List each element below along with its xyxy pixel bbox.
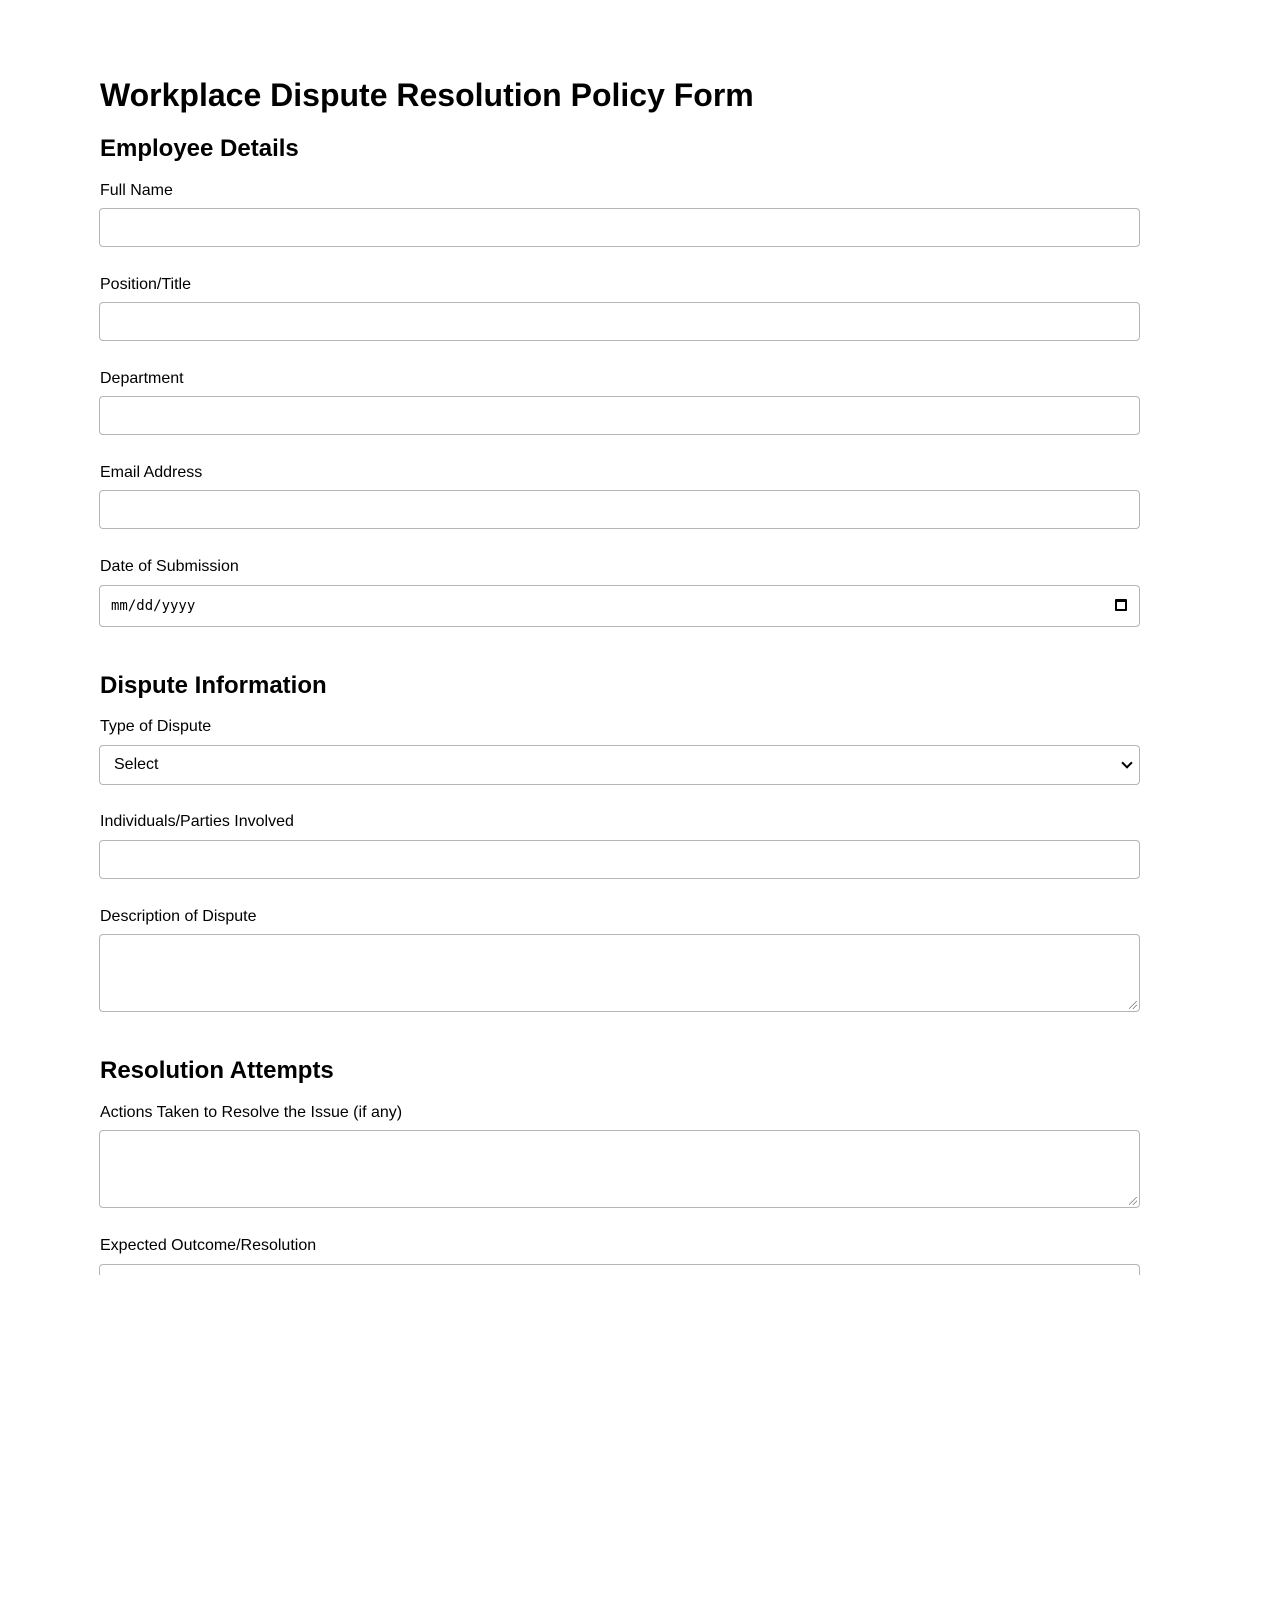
description-textarea[interactable] [99, 934, 1140, 1012]
actions-taken-label: Actions Taken to Resolve the Issue (if any) [100, 1104, 403, 1121]
expected-outcome-textarea[interactable] [99, 1264, 1140, 1275]
section-heading-resolution-attempts: Resolution Attempts [100, 1057, 334, 1084]
resize-handle-icon[interactable] [1129, 1197, 1137, 1205]
section-heading-dispute-information: Dispute Information [100, 672, 327, 699]
actions-taken-textarea[interactable] [99, 1130, 1140, 1208]
date-of-submission-label: Date of Submission [100, 558, 239, 575]
department-label: Department [100, 370, 184, 387]
type-of-dispute-selected: Select [114, 756, 159, 773]
type-of-dispute-select[interactable] [99, 745, 1140, 785]
parties-involved-input[interactable] [99, 840, 1140, 879]
page-title: Workplace Dispute Resolution Policy Form [100, 77, 754, 113]
date-of-submission-input[interactable] [99, 585, 1140, 627]
parties-involved-label: Individuals/Parties Involved [100, 813, 294, 830]
calendar-icon[interactable] [1115, 599, 1127, 611]
full-name-input[interactable] [99, 208, 1140, 247]
position-title-label: Position/Title [100, 276, 191, 293]
email-address-label: Email Address [100, 464, 203, 481]
chevron-down-icon [1121, 757, 1132, 768]
email-address-input[interactable] [99, 490, 1140, 529]
description-label: Description of Dispute [100, 908, 257, 925]
department-input[interactable] [99, 396, 1140, 435]
position-title-input[interactable] [99, 302, 1140, 341]
resize-handle-icon[interactable] [1129, 1001, 1137, 1009]
expected-outcome-label: Expected Outcome/Resolution [100, 1237, 317, 1254]
date-placeholder: mm/dd/yyyy [111, 598, 196, 614]
full-name-label: Full Name [100, 182, 173, 199]
section-heading-employee-details: Employee Details [100, 135, 299, 162]
type-of-dispute-label: Type of Dispute [100, 718, 212, 735]
